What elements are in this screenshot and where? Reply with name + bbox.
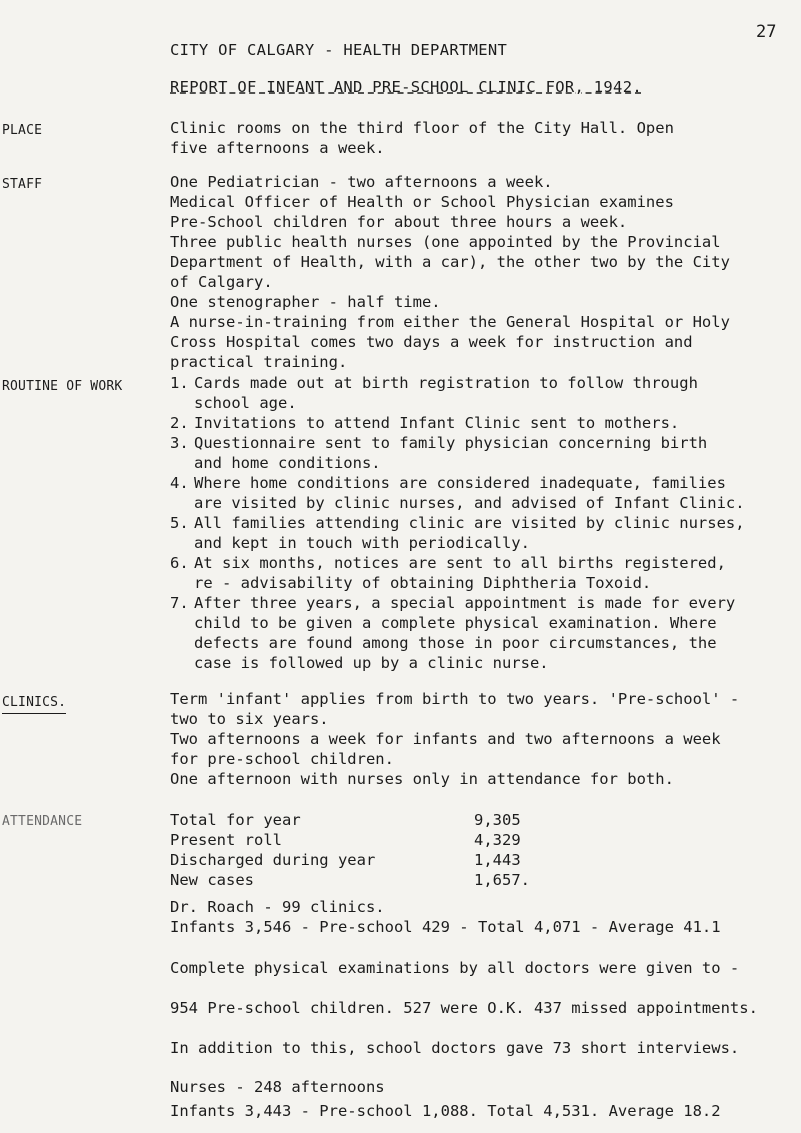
nurses-infants-line: Infants 3,443 - Pre-school 1,088. Total 4,531. Average 18.2 — [170, 1102, 721, 1120]
page-number: 27 — [756, 22, 777, 42]
list-item — [170, 433, 795, 473]
list-item-number: 4. — [170, 474, 189, 492]
roach-clinics-line: Dr. Roach - 99 clinics. — [170, 898, 385, 916]
attendance-stats — [170, 810, 795, 890]
staff-line: Cross Hospital comes two days a week for instruction and — [170, 333, 693, 351]
list-item — [170, 373, 795, 413]
clinics-text — [170, 689, 795, 789]
list-item-text: defects are found among those in poor circumstances, the — [194, 634, 717, 652]
staff-text — [170, 172, 795, 372]
stat-row — [170, 870, 795, 890]
list-item — [170, 513, 795, 553]
staff-line: Department of Health, with a car), the other two by the City — [170, 253, 730, 271]
list-item-text: After three years, a special appointment is made for every — [194, 594, 736, 612]
section-label-routine: ROUTINE OF WORK — [2, 379, 123, 394]
stat-label: Total for year — [170, 811, 301, 829]
list-item — [170, 413, 795, 433]
stat-row — [170, 850, 795, 870]
list-item-text: All families attending clinic are visited by clinic nurses, — [194, 514, 745, 532]
list-item-text: At six months, notices are sent to all births registered, — [194, 554, 726, 572]
place-line: five afternoons a week. — [170, 139, 385, 157]
section-label-attendance: ATTENDANCE — [2, 814, 83, 829]
section-label-place: PLACE — [2, 123, 43, 138]
list-item-text: are visited by clinic nurses, and advised of Infant Clinic. — [194, 494, 745, 512]
list-item-text: Cards made out at birth registration to follow through — [194, 374, 698, 392]
clinics-line: Term 'infant' applies from birth to two years. 'Pre-school' - — [170, 690, 740, 708]
staff-line: practical training. — [170, 353, 348, 371]
stat-label: Discharged during year — [170, 851, 376, 869]
stat-value: 1,657. — [474, 871, 530, 889]
clinics-line: for pre-school children. — [170, 750, 394, 768]
list-item-text: Invitations to attend Infant Clinic sent to mothers. — [194, 414, 680, 432]
list-item-text: Where home conditions are considered inadequate, families — [194, 474, 726, 492]
list-item — [170, 473, 795, 513]
list-item-number: 1. — [170, 374, 189, 392]
clinics-line: One afternoon with nurses only in attendance for both. — [170, 770, 674, 788]
list-item — [170, 593, 795, 673]
department-header: CITY OF CALGARY - HEALTH DEPARTMENT — [170, 41, 508, 59]
list-item-number: 5. — [170, 514, 189, 532]
list-item-number: 2. — [170, 414, 189, 432]
list-item-number: 7. — [170, 594, 189, 612]
stat-value: 4,329 — [474, 831, 521, 849]
staff-line: Medical Officer of Health or School Physician examines — [170, 193, 674, 211]
clinics-line: two to six years. — [170, 710, 329, 728]
routine-list — [170, 373, 795, 673]
list-item-text: and kept in touch with periodically. — [194, 534, 530, 552]
list-item-text: Questionnaire sent to family physician concerning birth — [194, 434, 708, 452]
physical-exam-line: Complete physical examinations by all doctors were given to - — [170, 959, 740, 977]
list-item — [170, 553, 795, 593]
short-interviews-line: In addition to this, school doctors gave 73 short interviews. — [170, 1039, 740, 1057]
stat-value: 9,305 — [474, 811, 521, 829]
list-item-number: 3. — [170, 434, 189, 452]
stat-row — [170, 810, 795, 830]
stat-label: New cases — [170, 871, 254, 889]
stat-value: 1,443 — [474, 851, 521, 869]
section-label-clinics: CLINICS. — [2, 693, 66, 714]
clinics-line: Two afternoons a week for infants and two afternoons a week — [170, 730, 721, 748]
place-line: Clinic rooms on the third floor of the City Hall. Open — [170, 119, 674, 137]
nurses-afternoons-line: Nurses - 248 afternoons — [170, 1078, 385, 1096]
infants-total-line: Infants 3,546 - Pre-school 429 - Total 4,071 - Average 41.1 — [170, 918, 721, 936]
list-item-text: case is followed up by a clinic nurse. — [194, 654, 549, 672]
list-item-text: and home conditions. — [194, 454, 381, 472]
stat-row — [170, 830, 795, 850]
section-label-staff: STAFF — [2, 177, 43, 192]
preschool-exam-line: 954 Pre-school children. 527 were O.K. 437 missed appointments. — [170, 999, 758, 1017]
list-item-text: child to be given a complete physical examination. Where — [194, 614, 717, 632]
staff-line: of Calgary. — [170, 273, 273, 291]
staff-line: One Pediatrician - two afternoons a week. — [170, 173, 553, 191]
staff-line: A nurse-in-training from either the General Hospital or Holy — [170, 313, 730, 331]
list-item-text: re - advisability of obtaining Diphtheria Toxoid. — [194, 574, 652, 592]
staff-line: Three public health nurses (one appointed by the Provincial — [170, 233, 721, 251]
report-title: REPORT OF INFANT AND PRE-SCHOOL CLINIC FOR, 1942. — [170, 78, 642, 96]
list-item-number: 6. — [170, 554, 189, 572]
place-text — [170, 118, 795, 158]
list-item-text: school age. — [194, 394, 297, 412]
staff-line: One stenographer - half time. — [170, 293, 441, 311]
stat-label: Present roll — [170, 831, 282, 849]
staff-line: Pre-School children for about three hours a week. — [170, 213, 628, 231]
